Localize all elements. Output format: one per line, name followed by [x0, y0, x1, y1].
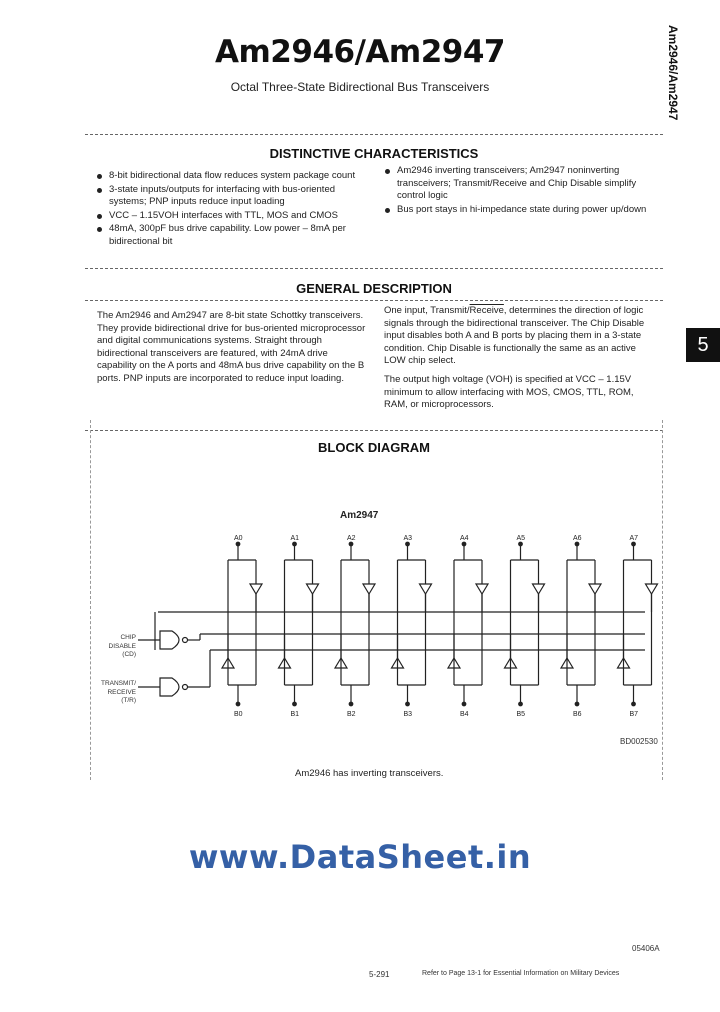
section-tab: 5 [686, 328, 720, 362]
paragraph: The output high voltage (VOH) is specified at VCC – 1.15V minimum to allow interfacing with MOS, CMOS, TTL, ROM, RAM, or microprocessors. [384, 373, 634, 411]
general-left-paragraph [97, 310, 367, 392]
a-port-label: A4 [460, 535, 469, 542]
paragraph: The Am2946 and Am2947 are 8-bit state Schottky transceivers. They provide bidirectional drive for bus-oriented microprocessor and digital communications systems. Straight through bidirectional transceivers are featured, with 24mA drive capability on the A ports and 48mA bus drive capability on the B ports. PNP inputs are incorporated to reduce input loading. [97, 310, 366, 384]
a-port-label: A7 [629, 535, 639, 542]
divider [85, 134, 663, 135]
diagram-title: Am2947 [340, 510, 379, 521]
a-port-label: A2 [347, 535, 356, 542]
a-port-label: A1 [290, 535, 300, 542]
a-pin-dot [632, 542, 636, 546]
driver-down-triangle [476, 584, 488, 594]
a-pin-dot [519, 542, 523, 546]
a-pin-dot [349, 542, 353, 546]
page-number: 5-291 [369, 970, 390, 979]
diagram-ref-code: BD002530 [620, 737, 658, 746]
b-port-label: B6 [573, 711, 582, 718]
transmit-gate [160, 678, 179, 696]
driver-down-triangle [250, 584, 262, 594]
a-pin-dot [406, 542, 410, 546]
divider [85, 430, 663, 431]
b-pin-dot [349, 702, 353, 706]
b-pin-dot [236, 702, 240, 706]
page-title: Am2946/Am2947 [215, 34, 505, 70]
a-port-label: A0 [234, 535, 243, 542]
paragraph: One input, Transmit/Receive, determines the direction of logic signals through the bidirectional transceiver. The Chip Disable input disables both A and B ports by placing them in a 3-state condition. Chip Disable is functionally the same as an active LOW chip select. [384, 305, 645, 367]
a-port-label: A6 [573, 535, 582, 542]
b-pin-dot [293, 702, 297, 706]
divider [85, 300, 663, 301]
a-port-label: A3 [403, 535, 413, 542]
b-port-label: B0 [234, 711, 243, 718]
a-pin-dot [293, 542, 297, 546]
a-pin-dot [236, 542, 240, 546]
distinctive-left-list [95, 170, 367, 249]
b-pin-dot [632, 702, 636, 706]
distinctive-right-list [383, 165, 651, 217]
b-port-label: B3 [403, 711, 413, 718]
b-port-label: B2 [347, 711, 356, 718]
b-pin-dot [406, 702, 410, 706]
chip-disable-label: CHIP DISABLE (CD) [108, 634, 136, 658]
driver-down-triangle [307, 584, 319, 594]
driver-down-triangle [646, 584, 658, 594]
general-heading: GENERAL DESCRIPTION [296, 281, 452, 296]
footer-reference: Refer to Page 13-1 for Essential Information on Military Devices [422, 970, 620, 977]
chip-disable-gate-bubble [183, 638, 188, 643]
b-port-label: B5 [516, 711, 526, 718]
doc-code: 05406A [632, 944, 660, 953]
list-item: Bus port stays in hi-impedance state during power up/down [383, 204, 651, 217]
a-pin-dot [575, 542, 579, 546]
driver-down-triangle [589, 584, 601, 594]
b-pin-dot [519, 702, 523, 706]
b-port-label: B1 [290, 711, 300, 718]
b-port-label: B7 [629, 711, 639, 718]
a-pin-dot [462, 542, 466, 546]
b-pin-dot [575, 702, 579, 706]
divider [85, 268, 663, 269]
frame-right [662, 420, 663, 780]
watermark: www.DataSheet.in [188, 838, 532, 876]
diagram-note: Am2946 has inverting transceivers. [295, 768, 444, 779]
block-diagram-heading: BLOCK DIAGRAM [318, 440, 430, 455]
list-item: 48mA, 300pF bus drive capability. Low power – 8mA per bidirectional bit [95, 223, 367, 248]
page-subtitle: Octal Three-State Bidirectional Bus Transceivers [230, 80, 490, 94]
list-item: 8-bit bidirectional data flow reduces system package count [95, 170, 367, 183]
transmit-gate-bubble [183, 685, 188, 690]
driver-down-triangle [363, 584, 375, 594]
chip-disable-gate [160, 631, 179, 649]
driver-down-triangle [420, 584, 432, 594]
list-item: Am2946 inverting transceivers; Am2947 noninverting transceivers; Transmit/Receive and Chip Disable simplify control logic [383, 165, 651, 203]
transmit-receive-label: TRANSMIT/ RECEIVE (T/R) [100, 680, 136, 704]
block-diagram [100, 530, 660, 740]
sidebar-title: Am2946/Am2947 [666, 25, 680, 121]
b-pin-dot [462, 702, 466, 706]
driver-down-triangle [533, 584, 545, 594]
general-right-paragraph [384, 305, 652, 418]
a-port-label: A5 [516, 535, 526, 542]
list-item: VCC – 1.15VOH interfaces with TTL, MOS and CMOS [95, 210, 367, 223]
distinctive-heading: DISTINCTIVE CHARACTERISTICS [269, 146, 479, 161]
list-item: 3-state inputs/outputs for interfacing with bus-oriented systems; PNP inputs reduce input loading [95, 184, 367, 209]
b-port-label: B4 [460, 711, 469, 718]
frame-left [90, 420, 91, 780]
